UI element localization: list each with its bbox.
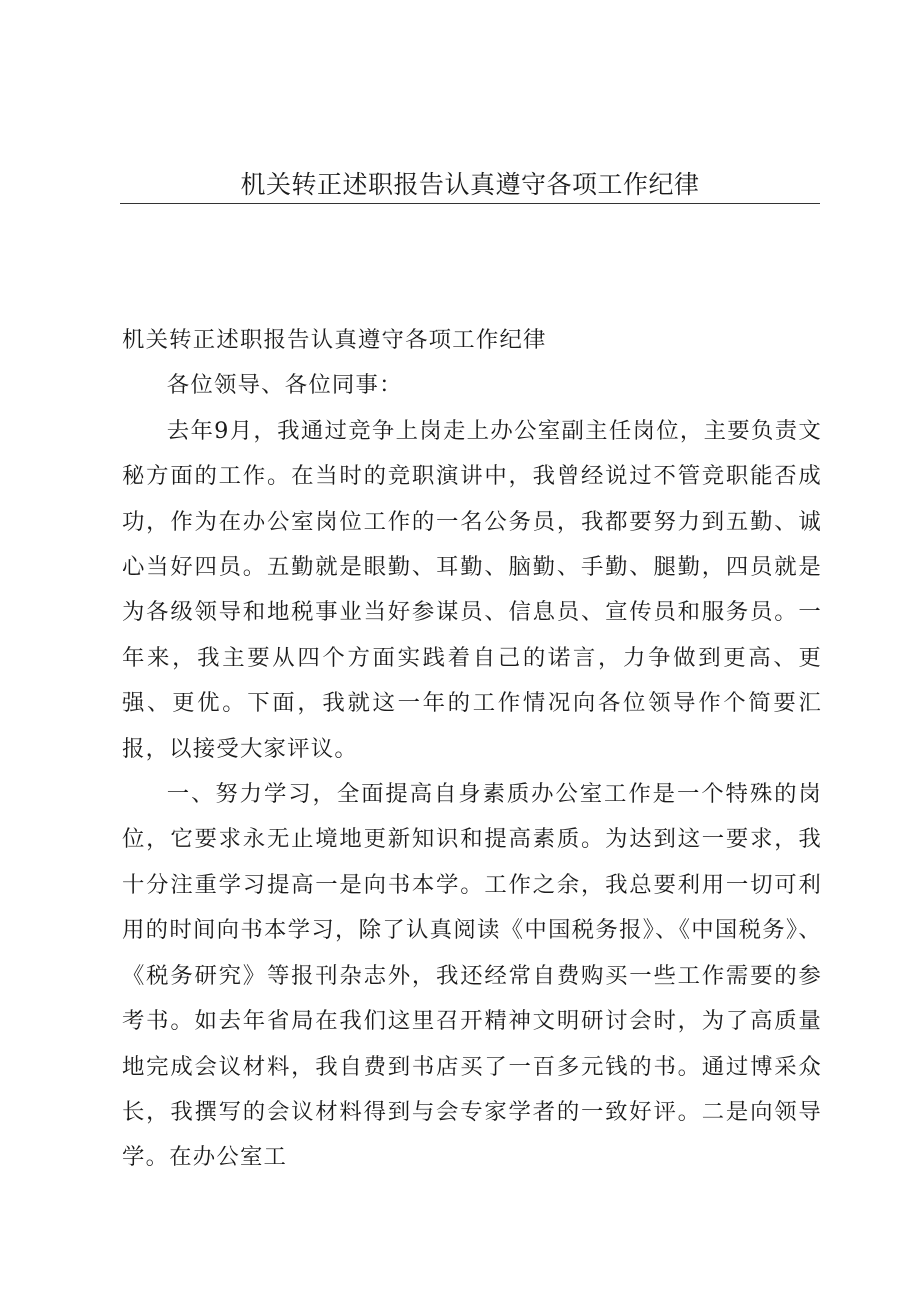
header-divider [120,203,820,204]
salutation: 各位领导、各位同事： [166,372,403,399]
paragraph-section-one: 一、努力学习，全面提高自身素质办公室工作是一个特殊的岗位，它要求永无止境地更新知识和提高素质。为达到这一要求，我十分注重学习提高一是向书本学。工作之余，我总要利用一切可利用的时间向书本学习，除了认真阅读《中国税务报》、《中国税务》、《税务研究》等报刊杂志外，我还经常自费购买一些工作需要的参考书。如去年省局在我们这里召开精神文明研讨会时，为了高质量地完成会议材料，我自费到书店买了一百多元钱的书。通过博采众长，我撰写的会议材料得到与会专家学者的一致好评。二是向领导学。在办公室工 [122,781,822,1171]
paragraph-intro: 去年9月，我通过竞争上岗走上办公室副主任岗位，主要负责文秘方面的工作。在当时的竞职演讲中，我曾经说过不管竞职能否成功，作为在办公室岗位工作的一名公务员，我都要努力到五勤、诚心当好四员。五勤就是眼勤、耳勤、脑勤、手勤、腿勤，四员就是为各级领导和地税事业当好参谋员、信息员、宣传员和服务员。一年来，我主要从四个方面实践着自己的诺言，力争做到更高、更强、更优。下面，我就这一年的工作情况向各位领导作个简要汇报，以接受大家评议。 [122,417,822,762]
page-header-title: 机关转正述职报告认真遵守各项工作纪律 [240,170,700,199]
body-title: 机关转正述职报告认真遵守各项工作纪律 [122,327,547,353]
document-body [122,318,822,1181]
